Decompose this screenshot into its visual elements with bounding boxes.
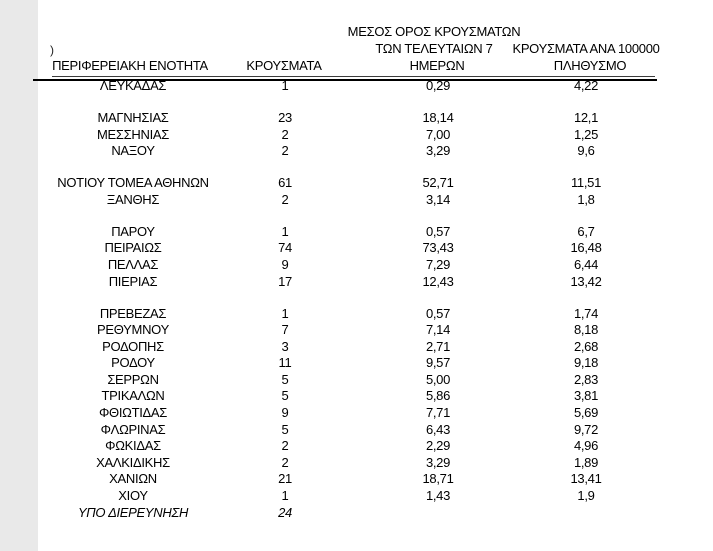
avg7-cell: 3,29 [425, 143, 451, 159]
cases-cell: 11 [278, 355, 292, 371]
avg7-cell: 7,71 [425, 405, 451, 421]
cases-cell: 2 [281, 454, 289, 470]
table-row [33, 95, 657, 110]
table-row [33, 455, 657, 472]
cases-cell: 9 [281, 256, 289, 272]
per100k-cell: 9,72 [573, 421, 599, 437]
avg7-cell: 52,71 [422, 175, 454, 191]
cases-cell: 1 [281, 78, 289, 93]
per100k-cell: 13,42 [570, 273, 602, 289]
table-row [33, 224, 657, 241]
table-row [33, 306, 657, 323]
region-cell: ΠΙΕΡΙΑΣ [108, 273, 158, 289]
table-row [33, 143, 657, 160]
table-row [33, 240, 657, 257]
avg7-cell [337, 160, 539, 175]
region-cell: ΛΕΥΚΑΔΑΣ [99, 78, 167, 93]
cases-cell [233, 95, 337, 110]
cases-cell: 61 [278, 175, 292, 191]
table-row [33, 160, 657, 175]
clipped-text-fragment: ) [50, 43, 54, 57]
per100k-cell: 9,18 [573, 355, 599, 371]
per100k-cell: 16,48 [570, 240, 602, 256]
cases-cell: 21 [278, 471, 292, 487]
avg7-cell [337, 95, 539, 110]
header-avg7-line2: ΤΩΝ ΤΕΛΕΥΤΑΙΩΝ 7 [375, 41, 493, 56]
table-row [33, 388, 657, 405]
header-avg7-line3: ΗΜΕΡΩΝ [409, 58, 465, 73]
region-cell: ΣΕΡΡΩΝ [107, 371, 159, 387]
region-cell: ΥΠΟ ΔΙΕΡΕΥΝΗΣΗ [77, 504, 189, 520]
cases-cell: 1 [281, 305, 289, 321]
region-cell: ΦΩΚΙΔΑΣ [105, 438, 161, 454]
table-rows [33, 78, 657, 521]
header-cases: ΚΡΟΥΣΜΑΤΑ [246, 58, 322, 73]
table-row [33, 257, 657, 274]
cases-cell: 2 [281, 438, 289, 454]
table-row [33, 339, 657, 356]
per100k-cell [539, 208, 657, 223]
region-cell: ΜΕΣΣΗΝΙΑΣ [97, 126, 169, 142]
avg7-cell [337, 290, 539, 305]
avg7-cell: 0,57 [425, 223, 451, 239]
region-cell: ΠΕΙΡΑΙΩΣ [104, 240, 162, 256]
per100k-cell: 2,68 [573, 338, 599, 354]
header-per100k-line1: ΚΡΟΥΣΜΑΤΑ ΑΝΑ 100000 [512, 41, 660, 56]
table-row [33, 372, 657, 389]
region-cell [33, 95, 233, 110]
per100k-cell: 2,83 [573, 371, 599, 387]
table-row [33, 488, 657, 505]
per100k-cell: 11,51 [570, 175, 602, 191]
avg7-cell: 1,43 [425, 488, 451, 504]
avg7-cell: 7,14 [425, 322, 451, 338]
table-row [33, 290, 657, 305]
per100k-cell [539, 290, 657, 305]
region-cell: ΠΑΡΟΥ [111, 223, 155, 239]
cases-cell: 23 [278, 109, 292, 125]
cases-cell: 3 [281, 338, 289, 354]
per100k-cell: 1,89 [573, 454, 599, 470]
table-row [33, 78, 657, 95]
table-row [33, 192, 657, 209]
avg7-cell: 7,00 [425, 126, 451, 142]
avg7-cell: 6,43 [425, 421, 451, 437]
table-row [33, 405, 657, 422]
avg7-cell [337, 208, 539, 223]
header-region: ΠΕΡΙΦΕΡΕΙΑΚΗ ΕΝΟΤΗΤΑ [52, 58, 208, 73]
cases-cell: 24 [278, 504, 292, 520]
region-cell: ΧΙΟΥ [118, 488, 148, 504]
region-cell: ΝΑΞΟΥ [111, 143, 155, 159]
avg7-cell: 7,29 [425, 256, 451, 272]
avg7-cell: 0,57 [425, 305, 451, 321]
avg7-cell: 3,29 [425, 454, 451, 470]
region-cell: ΡΕΘΥΜΝΟΥ [97, 322, 169, 338]
table-row [33, 175, 657, 192]
avg7-cell [337, 505, 539, 522]
cases-cell: 1 [281, 223, 289, 239]
region-cell: ΠΕΛΛΑΣ [107, 256, 159, 272]
table-row [33, 355, 657, 372]
table-row [33, 274, 657, 291]
per100k-cell: 1,8 [577, 191, 595, 207]
table-row [33, 505, 657, 522]
avg7-cell: 2,29 [425, 438, 451, 454]
per100k-cell: 3,81 [573, 388, 599, 404]
avg7-cell: 18,14 [422, 109, 454, 125]
table-row [33, 110, 657, 127]
per100k-cell: 4,96 [573, 438, 599, 454]
avg7-cell: 73,43 [422, 240, 454, 256]
cases-cell: 74 [278, 240, 292, 256]
region-cell: ΧΑΝΙΩΝ [109, 471, 157, 487]
avg7-cell: 18,71 [422, 471, 454, 487]
per100k-cell: 9,6 [577, 143, 595, 159]
region-cell: ΤΡΙΚΑΛΩΝ [101, 388, 165, 404]
table-row [33, 208, 657, 223]
header-avg7-line1: ΜΕΣΟΣ ΟΡΟΣ ΚΡΟΥΣΜΑΤΩΝ [347, 24, 521, 39]
avg7-cell: 5,00 [425, 371, 451, 387]
per100k-cell [539, 505, 657, 522]
region-cell: ΡΟΔΟΠΗΣ [102, 338, 164, 354]
region-cell: ΞΑΝΘΗΣ [106, 191, 160, 207]
region-cell [33, 208, 233, 223]
cases-cell [233, 208, 337, 223]
per100k-cell: 1,9 [577, 488, 595, 504]
region-cell: ΦΘΙΩΤΙΔΑΣ [98, 405, 168, 421]
per100k-cell: 5,69 [573, 405, 599, 421]
table-row [33, 127, 657, 144]
region-cell: ΧΑΛΚΙΔΙΚΗΣ [96, 454, 170, 470]
avg7-cell: 2,71 [425, 338, 451, 354]
region-cell: ΦΛΩΡΙΝΑΣ [100, 421, 166, 437]
cases-cell: 1 [281, 488, 289, 504]
region-cell [33, 290, 233, 305]
per100k-cell [539, 95, 657, 110]
region-cell: ΜΑΓΝΗΣΙΑΣ [97, 109, 169, 125]
cases-cell: 2 [281, 126, 289, 142]
table-row [33, 322, 657, 339]
per100k-cell: 13,41 [570, 471, 602, 487]
cases-cell: 2 [281, 143, 289, 159]
per100k-cell: 1,25 [573, 126, 599, 142]
region-cell [33, 160, 233, 175]
per100k-cell [539, 160, 657, 175]
cases-cell: 7 [281, 322, 289, 338]
avg7-cell: 0,29 [425, 78, 451, 93]
region-cell: ΡΟΔΟΥ [111, 355, 155, 371]
per100k-cell: 6,7 [577, 223, 595, 239]
cases-cell: 5 [281, 371, 289, 387]
header-rule-thin [52, 76, 655, 77]
cases-cell: 9 [281, 405, 289, 421]
region-cell: ΝΟΤΙΟΥ ΤΟΜΕΑ ΑΘΗΝΩΝ [57, 175, 209, 191]
per100k-cell: 1,74 [573, 305, 599, 321]
cases-cell: 17 [278, 273, 292, 289]
avg7-cell: 3,14 [425, 191, 451, 207]
avg7-cell: 12,43 [422, 273, 454, 289]
cases-cell [233, 160, 337, 175]
cases-cell [233, 290, 337, 305]
table-row [33, 422, 657, 439]
avg7-cell: 5,86 [425, 388, 451, 404]
table-row [33, 471, 657, 488]
header-per100k-line2: ΠΛΗΘΥΣΜΟ [553, 58, 627, 73]
table-row [33, 438, 657, 455]
region-cell: ΠΡΕΒΕΖΑΣ [99, 305, 167, 321]
cases-cell: 2 [281, 191, 289, 207]
avg7-cell: 9,57 [425, 355, 451, 371]
cases-cell: 5 [281, 388, 289, 404]
per100k-cell: 4,22 [573, 78, 599, 93]
cases-cell: 5 [281, 421, 289, 437]
per100k-cell: 6,44 [573, 256, 599, 272]
per100k-cell: 8,18 [573, 322, 599, 338]
per100k-cell: 12,1 [573, 109, 599, 125]
